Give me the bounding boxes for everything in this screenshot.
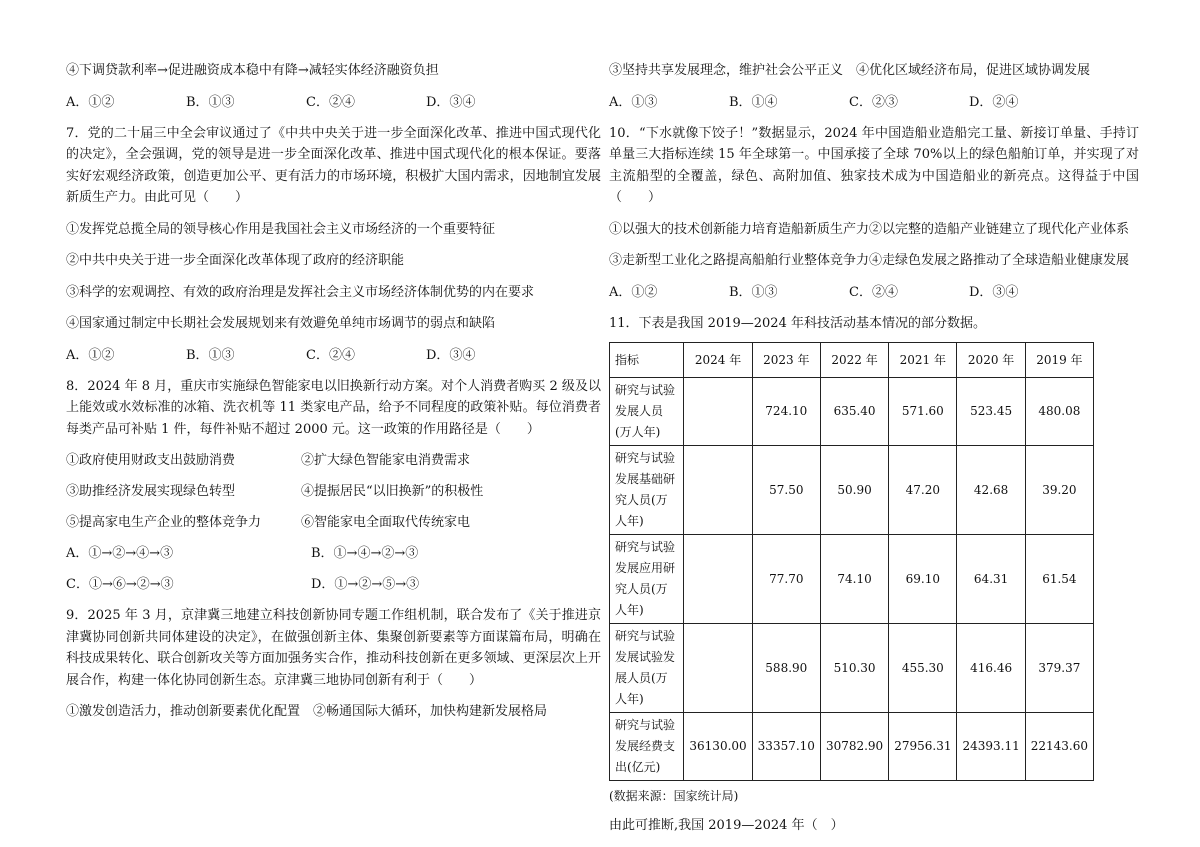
table-cell: 研究与试验发展试验发展人员(万人年): [610, 624, 684, 713]
table-row: [610, 624, 1094, 713]
q8-options-row-1: [66, 543, 601, 564]
q6-options: [66, 92, 601, 113]
table-cell: 416.46: [957, 624, 1025, 713]
option-b: B．①③: [186, 94, 235, 110]
source-note: (数据来源：国家统计局): [609, 789, 739, 803]
header-cell: 2022 年: [820, 343, 888, 378]
table-cell: [684, 446, 752, 535]
header-cell: 2023 年: [752, 343, 820, 378]
q9-stem: 9．2025 年 3 月，京津冀三地建立科技创新协同专题工作组机制，联合发布了《关于推进京津冀协同创新共同体建设的决定》，在做强创新主体、集聚创新要素等方面谋篇布局，明确在科技成果转化、联合创新攻关等方面加强务实合作，推动科技创新在更多领域、更深层次上开展合作，构建一体化协同创新生态。京津冀三地协同创新有利于（ ）: [66, 608, 601, 688]
table-cell: 588.90: [752, 624, 820, 713]
q8-item-1: ①政府使用财政支出鼓励消费: [66, 453, 236, 468]
q6-item-4: ④下调贷款利率→促进融资成本稳中有降→减轻实体经济融资负担: [66, 63, 439, 78]
table-cell: 69.10: [889, 535, 957, 624]
q7-stem: 7．党的二十届三中全会审议通过了《中共中央关于进一步全面深化改革、推进中国式现代化的决定》，全会强调，党的领导是进一步全面深化改革、推进中国式现代化的根本保证。要落实好宏观经济政策，创造更加公平、更有活力的市场环境，积极扩大国内需求，因地制宜发展新质生产力。由此可见（ ）: [66, 125, 601, 205]
table-cell: 523.45: [957, 378, 1025, 446]
option-b: B．①→④→②→③: [311, 546, 419, 561]
table-cell: 39.20: [1025, 446, 1093, 535]
option-d: D．②④: [969, 94, 1019, 110]
q9-options: [609, 92, 1139, 113]
option-d: D．①→②→⑤→③: [311, 577, 420, 592]
q11-tail: 由此可推断,我国 2019—2024 年（ ）: [609, 818, 844, 833]
option-c: C．①→⑥→②→③: [66, 577, 174, 592]
table-row: [610, 713, 1094, 781]
header-cell: 2019 年: [1025, 343, 1093, 378]
table-cell: 64.31: [957, 535, 1025, 624]
data-table: [609, 342, 1094, 781]
q8-options-row-2: [66, 574, 601, 595]
table-cell: 研究与试验发展经费支出(亿元): [610, 713, 684, 781]
option-c: C．②④: [849, 284, 898, 300]
q7-options: [66, 345, 601, 366]
table-cell: [684, 535, 752, 624]
right-column: [609, 60, 1139, 837]
table-cell: 724.10: [752, 378, 820, 446]
q7-item-1: ①发挥党总揽全局的领导核心作用是我国社会主义市场经济的一个重要特征: [66, 221, 496, 237]
q10-items-1: ①以强大的技术创新能力培育造船新质生产力②以完整的造船产业链建立了现代化产业体系: [609, 221, 1130, 237]
option-c: C．②④: [306, 94, 355, 110]
table-cell: 33357.10: [752, 713, 820, 781]
left-column: [66, 60, 601, 723]
q10-stem: 10．“下水就像下饺子！”数据显示，2024 年中国造船业造船完工量、新接订单量、手持订单量三大指标连续 15 年全球第一。中国承接了全球 70%以上的绿色船舶订单，并实现了对主流船型的全覆盖，绿色、高附加值、独家技术成为中国造船业的新亮点。这得益于中国（ ）: [609, 125, 1139, 205]
q7-item-2: ②中共中央关于进一步全面深化改革体现了政府的经济职能: [66, 253, 405, 268]
table-row: [610, 446, 1094, 535]
header-cell: 2024 年: [684, 343, 752, 378]
q8-item-6: ⑥智能家电全面取代传统家电: [301, 515, 471, 530]
header-cell: 2021 年: [889, 343, 957, 378]
table-header-row: [610, 343, 1094, 378]
q9-items-1: ①激发创造活力，推动创新要素优化配置 ②畅通国际大循环，加快构建新发展格局: [66, 704, 548, 719]
option-a: A．①②: [609, 284, 658, 300]
option-b: B．①③: [729, 284, 778, 300]
q8-items-row-2: [66, 481, 601, 502]
table-cell: [684, 624, 752, 713]
q10-options: [609, 282, 1139, 303]
table-row: [610, 535, 1094, 624]
table-cell: 研究与试验发展基础研究人员(万人年): [610, 446, 684, 535]
q9-items-2: ③坚持共享发展理念，维护社会公平正义 ④优化区域经济布局，促进区域协调发展: [609, 63, 1091, 78]
q7-item-3: ③科学的宏观调控、有效的政府治理是发挥社会主义市场经济体制优势的内在要求: [66, 284, 535, 300]
table-cell: 36130.00: [684, 713, 752, 781]
option-b: B．①④: [729, 94, 778, 110]
table-cell: 74.10: [820, 535, 888, 624]
q8-items-row-1: [66, 450, 601, 471]
q8-item-2: ②扩大绿色智能家电消费需求: [301, 453, 471, 468]
option-b: B．①③: [186, 347, 235, 363]
q8-items-row-3: [66, 512, 601, 533]
header-cell: 2020 年: [957, 343, 1025, 378]
table-cell: 22143.60: [1025, 713, 1093, 781]
option-c: C．②④: [306, 347, 355, 363]
table-cell: 379.37: [1025, 624, 1093, 713]
q10-items-2: ③走新型工业化之路提高船舶行业整体竞争力④走绿色发展之路推动了全球造船业健康发展: [609, 253, 1130, 268]
option-c: C．②③: [849, 94, 898, 110]
table-cell: 研究与试验发展应用研究人员(万人年): [610, 535, 684, 624]
option-a: A．①②: [66, 347, 115, 363]
table-cell: [684, 378, 752, 446]
q8-item-3: ③助推经济发展实现绿色转型: [66, 484, 236, 499]
table-cell: 42.68: [957, 446, 1025, 535]
table-cell: 77.70: [752, 535, 820, 624]
option-a: A．①③: [609, 94, 658, 110]
q7-item-4: ④国家通过制定中长期社会发展规划来有效避免单纯市场调节的弱点和缺陷: [66, 316, 496, 331]
table-cell: 30782.90: [820, 713, 888, 781]
q8-item-5: ⑤提高家电生产企业的整体竞争力: [66, 515, 262, 530]
table-row: [610, 378, 1094, 446]
option-d: D．③④: [426, 347, 476, 363]
option-d: D．③④: [969, 284, 1019, 300]
table-cell: 24393.11: [957, 713, 1025, 781]
table-cell: 27956.31: [889, 713, 957, 781]
table-cell: 571.60: [889, 378, 957, 446]
table-cell: 635.40: [820, 378, 888, 446]
header-cell: 指标: [610, 343, 684, 378]
q11-stem: 11．下表是我国 2019—2024 年科技活动基本情况的部分数据。: [609, 315, 986, 331]
table-cell: 510.30: [820, 624, 888, 713]
table-cell: 61.54: [1025, 535, 1093, 624]
table-cell: 研究与试验发展人员(万人年): [610, 378, 684, 446]
table-cell: 480.08: [1025, 378, 1093, 446]
option-a: A．①②: [66, 94, 115, 110]
table-cell: 47.20: [889, 446, 957, 535]
table-cell: 455.30: [889, 624, 957, 713]
q8-stem: 8．2024 年 8 月，重庆市实施绿色智能家电以旧换新行动方案。对个人消费者购买 2 级及以上能效或水效标准的冰箱、洗衣机等 11 类家电产品，给予不同程度的政策补贴。每位消费者每类产品可补贴 1 件，每件补贴不超过 2000 元。这一政策的作用路径是（ ）: [66, 378, 601, 437]
option-d: D．③④: [426, 94, 476, 110]
option-a: A．①→②→④→③: [66, 546, 174, 561]
q8-item-4: ④提振居民“以旧换新”的积极性: [301, 484, 484, 499]
table-cell: 57.50: [752, 446, 820, 535]
table-cell: 50.90: [820, 446, 888, 535]
